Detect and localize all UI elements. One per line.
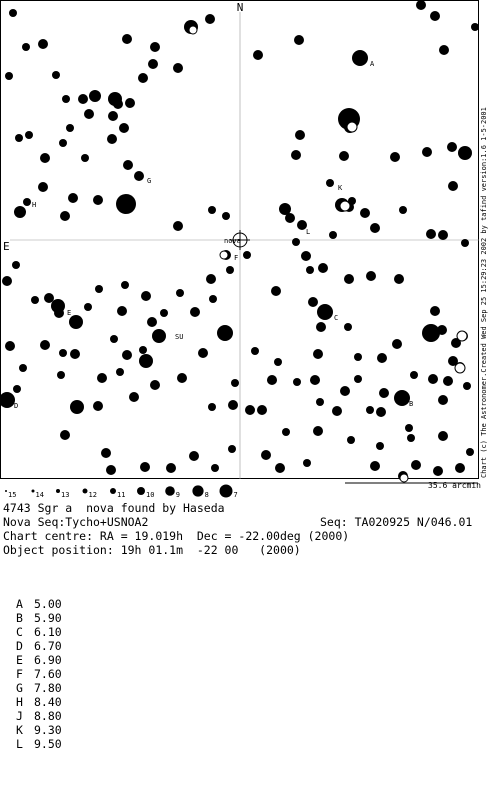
comp-star-label: B: [16, 611, 23, 625]
star-mark: [59, 349, 67, 357]
star-mark: [316, 398, 324, 406]
chart-centre: Chart centre: RA = 19.019h Dec = -22.00deg (2000): [3, 529, 350, 543]
star-mark: [294, 35, 304, 45]
star-mark: [316, 322, 326, 332]
star-mark: [106, 465, 116, 475]
comp-label-c: C: [334, 314, 339, 322]
star-mark: [40, 153, 50, 163]
magnitude-key-dot: [110, 488, 116, 494]
star-mark: [189, 451, 199, 461]
comp-star-label: E: [16, 653, 23, 667]
star-mark: [190, 307, 200, 317]
star-mark: [317, 304, 333, 320]
magnitude-key-dot: [192, 485, 203, 496]
magnitude-key-label: 7: [233, 491, 238, 499]
magnitude-key-dot: [56, 489, 60, 493]
comp-star-label: A: [16, 597, 23, 611]
star-mark: [205, 14, 215, 24]
star-mark: [390, 152, 400, 162]
star-mark: [231, 379, 239, 387]
magnitude-key: [5, 485, 238, 500]
star-mark: [160, 309, 168, 317]
star-mark: [52, 71, 60, 79]
star-mark: [455, 463, 465, 473]
star-mark: [139, 354, 153, 368]
star-mark: [293, 378, 301, 386]
star-mark: [222, 212, 230, 220]
star-mark: [140, 462, 150, 472]
star-mark: [261, 450, 271, 460]
star-mark: [411, 460, 421, 470]
star-mark: [173, 221, 183, 231]
star-mark: [44, 293, 54, 303]
star-mark: [366, 271, 376, 281]
variable-star-ring: [220, 251, 228, 259]
star-mark: [141, 291, 151, 301]
comp-label-b: B: [409, 400, 414, 408]
star-mark: [59, 139, 67, 147]
comp-star-label: K: [16, 723, 23, 737]
star-mark: [438, 431, 448, 441]
magnitude-key-label: 14: [35, 491, 44, 499]
star-mark: [463, 382, 471, 390]
star-mark: [211, 464, 219, 472]
star-mark: [347, 436, 355, 444]
magnitude-key-label: 8: [204, 491, 209, 499]
star-mark: [422, 324, 440, 342]
star-mark: [31, 296, 39, 304]
chart-credit: Chart (c) The Astronomer.Created Wed Sep 25 15:29:23 2002 by tafind version:1.6 1-5-2001: [480, 107, 488, 478]
star-mark: [282, 428, 290, 436]
star-mark: [257, 405, 267, 415]
comp-star-mag: 6.70: [34, 639, 62, 653]
magnitude-key-label: 9: [175, 491, 181, 499]
object-position: Object position: 19h 01.1m -22 00 (2000): [3, 543, 301, 557]
star-mark: [150, 42, 160, 52]
list-item: [16, 640, 62, 653]
star-mark: [208, 206, 216, 214]
magnitude-key-label: 12: [88, 491, 97, 499]
comp-star-mag: 6.10: [34, 625, 62, 639]
star-mark: [285, 213, 295, 223]
star-mark: [274, 358, 282, 366]
star-mark: [9, 9, 17, 17]
star-mark: [405, 424, 413, 432]
star-mark: [38, 182, 48, 192]
star-mark: [438, 230, 448, 240]
comp-star-label: H: [16, 695, 23, 709]
list-item: [16, 654, 62, 667]
star-mark: [19, 364, 27, 372]
comp-star-mag: 8.40: [34, 695, 62, 709]
variable-star-ring: [457, 331, 467, 341]
star-mark: [116, 194, 136, 214]
list-item: [16, 696, 62, 709]
star-mark: [5, 72, 13, 80]
sequence-id: Seq: TA020925 N/046.01: [320, 515, 473, 529]
comp-star-mag: 6.90: [34, 653, 62, 667]
star-mark: [60, 430, 70, 440]
comp-star-label: G: [16, 681, 23, 695]
star-mark: [318, 263, 328, 273]
star-mark: [173, 63, 183, 73]
magnitude-key-dot: [220, 485, 233, 498]
star-mark: [416, 0, 426, 10]
star-mark: [57, 371, 65, 379]
star-mark: [107, 134, 117, 144]
variable-star-ring: [189, 26, 197, 34]
east-label: E: [3, 240, 10, 253]
star-mark: [344, 323, 352, 331]
star-mark: [407, 434, 415, 442]
comp-star-label: F: [16, 667, 23, 681]
star-mark: [66, 124, 74, 132]
list-item: [16, 626, 62, 639]
magnitude-key-dot: [137, 487, 145, 495]
star-mark: [458, 146, 472, 160]
star-mark: [22, 43, 30, 51]
star-mark: [228, 445, 236, 453]
star-mark: [360, 208, 370, 218]
star-mark: [329, 231, 337, 239]
star-mark: [340, 386, 350, 396]
north-label: N: [236, 1, 244, 14]
star-mark: [251, 347, 259, 355]
star-mark: [313, 426, 323, 436]
star-mark: [70, 349, 80, 359]
star-mark: [84, 109, 94, 119]
comp-label-h: H: [32, 201, 37, 209]
star-mark: [376, 442, 384, 450]
star-mark: [438, 395, 448, 405]
star-mark: [308, 297, 318, 307]
star-mark: [253, 50, 263, 60]
list-item: [16, 738, 62, 751]
star-mark: [147, 317, 157, 327]
star-mark: [81, 154, 89, 162]
comp-star-mag: 7.80: [34, 681, 62, 695]
star-mark: [208, 403, 216, 411]
star-mark: [354, 375, 362, 383]
star-mark: [303, 459, 311, 467]
star-mark: [93, 401, 103, 411]
star-mark: [292, 238, 300, 246]
star-mark: [313, 349, 323, 359]
star-mark: [69, 315, 83, 329]
comp-star-mag: 9.30: [34, 723, 62, 737]
star-mark: [152, 329, 166, 343]
comp-star-mag: 5.90: [34, 611, 62, 625]
star-mark: [295, 130, 305, 140]
star-mark: [344, 274, 354, 284]
star-mark: [89, 90, 101, 102]
star-mark: [310, 375, 320, 385]
magnitude-key-label: 11: [117, 491, 126, 499]
list-item: [16, 724, 62, 737]
star-mark: [226, 266, 234, 274]
list-item: [16, 612, 62, 625]
star-mark: [134, 171, 144, 181]
star-mark: [399, 206, 407, 214]
star-mark: [108, 111, 118, 121]
star-mark: [228, 400, 238, 410]
star-mark: [377, 353, 387, 363]
star-mark: [13, 385, 21, 393]
star-mark: [430, 306, 440, 316]
star-mark: [40, 340, 50, 350]
comp-star-label: J: [16, 709, 23, 723]
star-mark: [110, 335, 118, 343]
star-mark: [426, 229, 436, 239]
magnitude-key-label: 13: [61, 491, 70, 499]
comp-label-e: E: [67, 309, 72, 317]
magnitude-key-dot: [83, 489, 88, 494]
star-mark: [275, 463, 285, 473]
star-mark: [176, 289, 184, 297]
star-mark: [209, 295, 217, 303]
star-mark: [379, 388, 389, 398]
comp-star-mag: 7.60: [34, 667, 62, 681]
star-mark: [93, 195, 103, 205]
comp-star-label: L: [16, 737, 23, 751]
list-item: [16, 598, 62, 611]
star-mark: [15, 134, 23, 142]
star-mark: [439, 45, 449, 55]
star-mark: [62, 95, 70, 103]
comp-star-mag: 9.50: [34, 737, 62, 751]
comp-star-label: D: [16, 639, 23, 653]
star-mark: [217, 325, 233, 341]
magnitude-key-label: 10: [146, 491, 155, 499]
star-mark: [394, 390, 410, 406]
star-mark: [138, 73, 148, 83]
star-mark: [394, 274, 404, 284]
comp-label-l: L: [306, 228, 311, 236]
star-mark: [97, 373, 107, 383]
variable-star-ring: [400, 474, 408, 482]
star-mark: [243, 251, 251, 259]
star-mark: [339, 151, 349, 161]
scale-label: 35.6 arcmin: [428, 481, 481, 490]
star-mark: [461, 239, 469, 247]
star-mark: [366, 406, 374, 414]
star-mark: [122, 350, 132, 360]
comp-label-su: SU: [175, 333, 184, 341]
star-mark: [14, 206, 26, 218]
magnitude-key-dot: [32, 490, 35, 493]
star-mark: [68, 193, 78, 203]
star-mark: [291, 150, 301, 160]
comp-label-g: G: [147, 177, 152, 185]
star-mark: [117, 306, 127, 316]
star-mark: [332, 406, 342, 416]
star-mark: [95, 285, 103, 293]
nova-label: nova: [224, 237, 241, 245]
star-mark: [150, 380, 160, 390]
star-mark: [123, 160, 133, 170]
star-mark: [122, 34, 132, 44]
star-mark: [376, 407, 386, 417]
star-mark: [410, 371, 418, 379]
star-mark: [301, 251, 311, 261]
star-mark: [448, 181, 458, 191]
chart-title: 4743 Sgr a nova found by Haseda: [3, 501, 225, 515]
comp-label-d: D: [14, 402, 19, 410]
star-mark: [245, 405, 255, 415]
star-mark: [326, 179, 334, 187]
star-mark: [271, 286, 281, 296]
star-mark: [430, 11, 440, 21]
star-mark: [129, 392, 139, 402]
star-mark: [370, 223, 380, 233]
star-mark: [84, 303, 92, 311]
star-mark: [101, 448, 111, 458]
star-mark: [370, 461, 380, 471]
star-mark: [471, 23, 479, 31]
magnitude-key-label: 15: [8, 491, 17, 499]
list-item: [16, 710, 62, 723]
star-mark: [198, 348, 208, 358]
star-mark: [2, 276, 12, 286]
variable-star-ring: [347, 122, 357, 132]
star-mark: [352, 50, 368, 66]
star-mark: [125, 98, 135, 108]
star-mark: [12, 261, 20, 269]
star-mark: [206, 274, 216, 284]
star-mark: [70, 400, 84, 414]
comp-star-mag: 5.00: [34, 597, 62, 611]
star-mark: [428, 374, 438, 384]
star-mark: [23, 198, 31, 206]
comp-star-mag: 8.80: [34, 709, 62, 723]
star-mark: [166, 463, 176, 473]
star-mark: [139, 346, 147, 354]
star-mark: [121, 281, 129, 289]
comp-star-label: C: [16, 625, 23, 639]
star-mark: [113, 99, 123, 109]
list-item: [16, 668, 62, 681]
list-item: [16, 682, 62, 695]
star-mark: [466, 448, 474, 456]
star-mark: [306, 266, 314, 274]
comp-label-a: A: [370, 60, 375, 68]
star-mark: [54, 308, 64, 318]
star-mark: [392, 339, 402, 349]
sequence-source: Nova Seq:Tycho+USNOA2: [3, 515, 149, 529]
star-mark: [422, 147, 432, 157]
star-mark: [447, 142, 457, 152]
star-mark: [148, 59, 158, 69]
star-mark: [78, 94, 88, 104]
star-mark: [177, 373, 187, 383]
star-mark: [119, 123, 129, 133]
star-mark: [38, 39, 48, 49]
magnitude-key-dot: [165, 486, 175, 496]
star-mark: [5, 341, 15, 351]
variable-star-ring: [340, 201, 350, 211]
star-mark: [267, 375, 277, 385]
star-mark: [60, 211, 70, 221]
star-mark: [25, 131, 33, 139]
star-mark: [443, 376, 453, 386]
star-mark: [433, 466, 443, 476]
variable-star-ring: [455, 363, 465, 373]
star-mark: [116, 368, 124, 376]
comp-label-k: K: [338, 184, 343, 192]
comp-label-f: F: [234, 254, 239, 262]
star-mark: [354, 353, 362, 361]
magnitude-key-dot: [5, 490, 7, 492]
